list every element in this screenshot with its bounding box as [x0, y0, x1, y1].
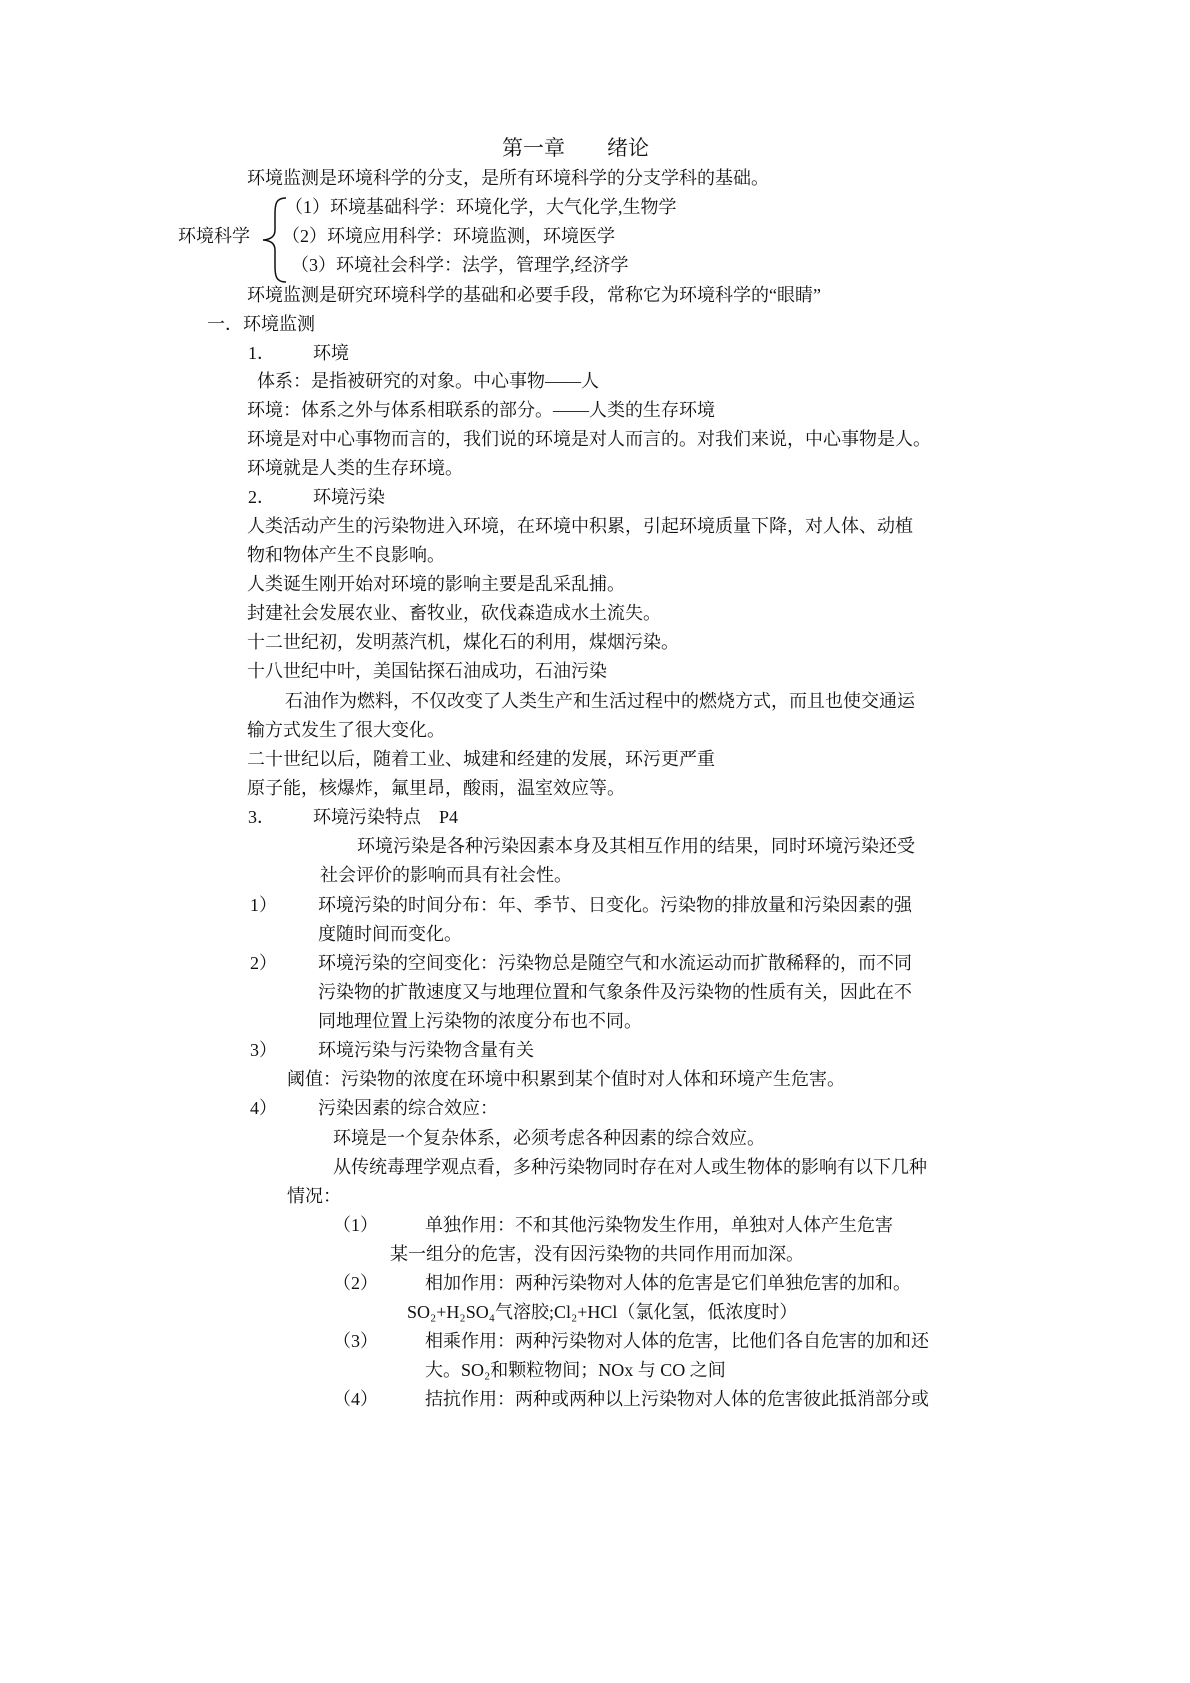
item-title	[313, 804, 458, 830]
item-number: 2．	[248, 487, 275, 507]
text-line: 物和物体产生不良影响。	[247, 545, 445, 565]
item-title: 环境	[313, 343, 349, 363]
effect-number: （1）	[333, 1215, 378, 1235]
chapter-number: 第一章	[502, 136, 565, 160]
env-science-branch: （3）环境社会科学：法学，管理学,经济学	[291, 255, 629, 275]
chapter-name: 绪论	[607, 136, 649, 160]
effect-text: 相乘作用：两种污染物对人体的危害，比他们各自危害的加和还	[425, 1331, 929, 1351]
text-line: 体系：是指被研究的对象。中心事物——人	[257, 371, 599, 391]
effect-number: （2）	[333, 1273, 378, 1293]
env-science-branch: （2）环境应用科学：环境监测，环境医学	[282, 226, 615, 246]
point-number: 4）	[250, 1098, 277, 1118]
text-line: 十二世纪初，发明蒸汽机，煤化石的利用，煤烟污染。	[247, 632, 679, 652]
effect-detail: SO₂+H₂SO₄气溶胶;Cl₂+HCl（氯化氢，低浓度时）	[407, 1302, 798, 1322]
effect-text: 大。SO₂和颗粒物间；NOx 与 CO 之间	[425, 1360, 726, 1380]
text-line: 人类活动产生的污染物进入环境，在环境中积累，引起环境质量下降，对人体、动植	[247, 516, 913, 536]
text-line: 封建社会发展农业、畜牧业，砍伐森造成水土流失。	[247, 603, 661, 623]
item-title-text: 环境污染特点	[313, 807, 421, 827]
text-line: 污染物的扩散速度又与地理位置和气象条件及污染物的性质有关，因此在不	[318, 982, 912, 1002]
text-line: 同地理位置上污染物的浓度分布也不同。	[318, 1011, 642, 1031]
text-line: 情况：	[287, 1186, 341, 1206]
point-number: 3）	[250, 1040, 277, 1060]
text-line: 从传统毒理学观点看，多种污染物同时存在对人或生物体的影响有以下几种	[333, 1157, 927, 1177]
text-line: 环境污染的空间变化：污染物总是随空气和水流运动而扩散稀释的，而不同	[318, 953, 912, 973]
effect-detail: 某一组分的危害，没有因污染物的共同作用而加深。	[390, 1244, 804, 1264]
text-line: 十八世纪中叶，美国钻探石油成功，石油污染	[247, 661, 607, 681]
point-number: 1）	[250, 895, 277, 915]
effect-text: 拮抗作用：两种或两种以上污染物对人体的危害彼此抵消部分或	[425, 1389, 929, 1409]
text-line: 环境是对中心事物而言的，我们说的环境是对人而言的。对我们来说，中心事物是人。	[247, 429, 931, 449]
env-science-branch: （1）环境基础科学：环境化学，大气化学,生物学	[285, 197, 677, 217]
intro-eye-statement: 环境监测是研究环境科学的基础和必要手段，常称它为环境科学的“眼睛”	[247, 285, 821, 305]
text-line: 石油作为燃料，不仅改变了人类生产和生活过程中的燃烧方式，而且也使交通运	[285, 691, 915, 711]
threshold-note: 阈值：污染物的浓度在环境中积累到某个值时对人体和环境产生危害。	[287, 1069, 845, 1089]
item-number: 3．	[248, 807, 275, 827]
text-line: 污染因素的综合效应：	[318, 1098, 498, 1118]
section-heading: 一．环境监测	[207, 314, 315, 334]
text-line: 环境是一个复杂体系，必须考虑各种因素的综合效应。	[333, 1128, 765, 1148]
text-line: 社会评价的影响而具有社会性。	[320, 865, 572, 885]
text-line: 二十世纪以后，随着工业、城建和经建的发展，环污更严重	[247, 749, 715, 769]
point-number: 2）	[250, 953, 277, 973]
effect-number: （3）	[333, 1331, 378, 1351]
effect-number: （4）	[333, 1389, 378, 1409]
text-line: 原子能，核爆炸，氟里昂，酸雨，温室效应等。	[247, 778, 625, 798]
text-line: 环境就是人类的生存环境。	[247, 458, 463, 478]
intro-statement: 环境监测是环境科学的分支，是所有环境科学的分支学科的基础。	[247, 168, 769, 188]
text-line: 环境污染的时间分布：年、季节、日变化。污染物的排放量和污染因素的强	[318, 895, 912, 915]
chapter-title	[502, 134, 649, 162]
text-line: 度随时间而变化。	[318, 924, 462, 944]
env-science-label: 环境科学	[178, 226, 250, 246]
text-line: 环境：体系之外与体系相联系的部分。——人类的生存环境	[247, 400, 715, 420]
text-line: 环境污染是各种污染因素本身及其相互作用的结果，同时环境污染还受	[357, 836, 915, 856]
effect-text: 单独作用：不和其他污染物发生作用，单独对人体产生危害	[425, 1215, 893, 1235]
page-reference: P4	[439, 807, 459, 827]
text-line: 输方式发生了很大变化。	[247, 720, 445, 740]
text-line: 环境污染与污染物含量有关	[318, 1040, 534, 1060]
text-line: 人类诞生刚开始对环境的影响主要是乱采乱捕。	[247, 574, 625, 594]
effect-text: 相加作用：两种污染物对人体的危害是它们单独危害的加和。	[425, 1273, 911, 1293]
item-number: 1．	[248, 343, 275, 363]
item-title: 环境污染	[313, 487, 385, 507]
